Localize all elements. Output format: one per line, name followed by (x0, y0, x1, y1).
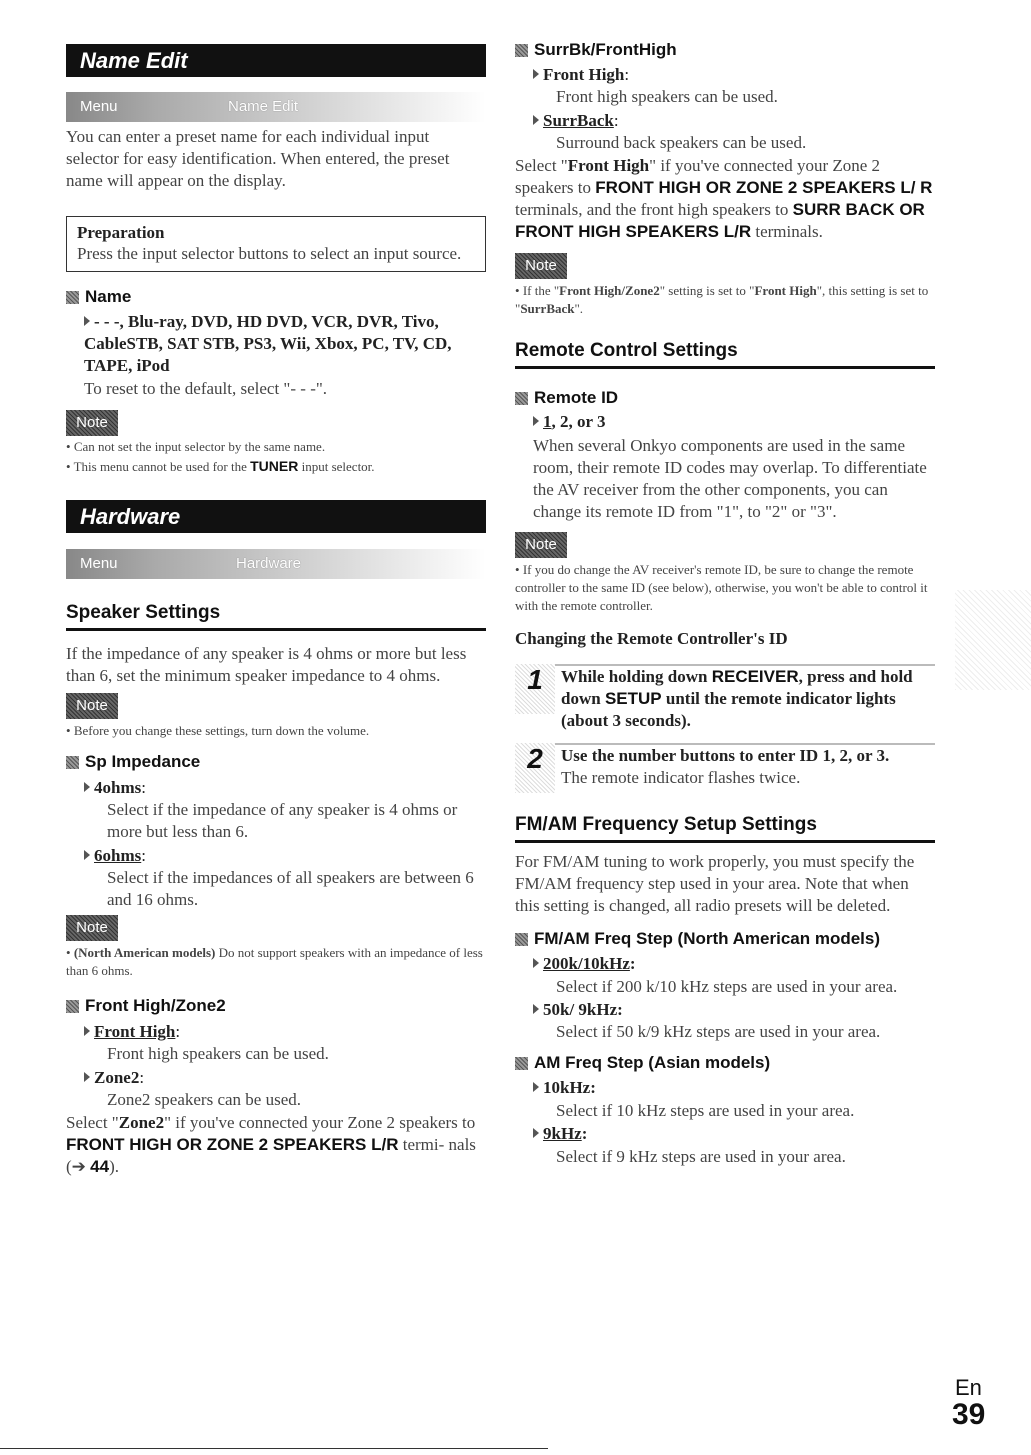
name-note-1: • Can not set the input selector by the same name. (66, 439, 326, 454)
fh-select-text: Select "Zone2" if you've connected your Zone 2 speakers to FRONT HIGH OR ZONE 2 SPEAKERS L/R termi- nals (➔ 44). (66, 1113, 476, 1176)
square-bullet-icon (515, 392, 528, 405)
square-bullet-icon (515, 933, 528, 946)
name-edit-menu-path (66, 92, 486, 122)
menu-path-label: Name Edit (156, 92, 486, 122)
opt-zone2-desc: Zone2 speakers can be used. (107, 1090, 302, 1109)
remote-id-desc: When several Onkyo components are used in the same room, their remote ID codes may overlap. To differentiate the AV receiver from the other components, you can change its remote ID from "1", to "2" or "3". (533, 436, 927, 521)
menu-path-label: Hardware (156, 549, 486, 579)
surr-select-text: Select "Front High" if you've connected your Zone 2 speakers to FRONT HIGH OR ZONE 2 SPEAKERS L/ R terminals, and the front high speakers to SURR BACK OR FRONT HIGH SPEAKERS L/R terminals. (515, 156, 933, 241)
remote-control-heading: Remote Control Settings (515, 340, 935, 369)
speaker-note: • Before you change these settings, turn down the volume. (66, 723, 370, 738)
name-note-2: • This menu cannot be used for the TUNER input selector. (66, 458, 375, 474)
name-reset: To reset to the default, select "- - -". (84, 379, 328, 398)
remote-id-heading: Remote ID (515, 388, 618, 408)
bottom-rule (0, 1448, 548, 1449)
note-badge-1: Note (66, 410, 118, 436)
changing-id-heading: Changing the Remote Controller's ID (515, 629, 788, 648)
square-bullet-icon (66, 1000, 79, 1013)
fmam-as-opt2: 9kHz: (533, 1123, 587, 1145)
step-1 (515, 664, 935, 732)
step-2 (515, 743, 935, 793)
arrow-right-icon (533, 115, 539, 125)
preparation-box (66, 216, 486, 272)
fmam-as-heading: AM Freq Step (Asian models) (515, 1053, 770, 1073)
opt-zone2: Zone2: (84, 1067, 144, 1089)
step-1-number: 1 (515, 664, 555, 714)
opt-6ohms-desc: Select if the impedances of all speakers are between 6 and 16 ohms. (107, 868, 474, 909)
name-edit-title: Name Edit (80, 48, 188, 73)
opt-4ohms-desc: Select if the impedance of any speaker is 4 ohms or more but less than 6. (107, 800, 458, 841)
square-bullet-icon (66, 291, 79, 304)
remote-id-options: 1, 2, or 3 (533, 411, 606, 433)
hardware-title: Hardware (80, 504, 181, 529)
hardware-bar (66, 500, 486, 533)
square-bullet-icon (515, 44, 528, 57)
opt-6ohms: 6ohms: (84, 845, 146, 867)
fmam-intro: For FM/AM tuning to work properly, you must specify the FM/AM frequency step used in your area. Note that when this setting is changed, all radio presets will be deleted. (515, 852, 915, 915)
opt-front-high-desc: Front high speakers can be used. (107, 1044, 329, 1063)
step-1-text: While holding down RECEIVER, press and hold down SETUP until the remote indicator lights (about 3 seconds). (561, 667, 913, 730)
name-options: - - -, Blu-ray, DVD, HD DVD, VCR, DVR, Tivo, CableSTB, SAT STB, PS3, Wii, Xbox, PC, TV, CD, TAPE, iPod (84, 312, 452, 375)
fmam-as-opt1: 10kHz: (533, 1077, 596, 1099)
footer-lang: En (955, 1375, 982, 1400)
arrow-right-icon (84, 1026, 90, 1036)
arrow-right-icon (533, 416, 539, 426)
menu-label: Menu (66, 549, 156, 579)
front-high-zone2-heading: Front High/Zone2 (66, 996, 226, 1016)
opt-front-high: Front High: (84, 1021, 180, 1043)
fmam-na-opt2: 50k/ 9kHz: (533, 999, 623, 1021)
speaker-settings-heading: Speaker Settings (66, 602, 486, 631)
fmam-na-opt1: 200k/10kHz: (533, 953, 636, 975)
speaker-intro: If the impedance of any speaker is 4 ohms or more but less than 6, set the minimum speaker impedance to 4 ohms. (66, 644, 467, 685)
surr-note: • If the "Front High/Zone2" setting is set to "Front High", this setting is set to "SurrBack". (515, 283, 929, 316)
note-badge-2: Note (66, 693, 118, 719)
step-2-title: Use the number buttons to enter ID 1, 2, or 3. (561, 746, 890, 765)
arrow-right-icon (84, 782, 90, 792)
surr-opt-front-high-desc: Front high speakers can be used. (556, 87, 778, 106)
arrow-right-icon (84, 316, 90, 326)
arrow-right-icon (533, 1004, 539, 1014)
fmam-na-opt2-desc: Select if 50 k/9 kHz steps are used in your area. (556, 1022, 881, 1041)
step-2-number: 2 (515, 743, 555, 793)
fmam-heading: FM/AM Frequency Setup Settings (515, 814, 935, 843)
surr-opt-front-high: Front High: (533, 64, 629, 86)
fmam-na-heading: FM/AM Freq Step (North American models) (515, 929, 880, 949)
preparation-title: Preparation (77, 223, 165, 242)
hardware-menu-path (66, 549, 486, 579)
fmam-na-opt1-desc: Select if 200 k/10 kHz steps are used in your area. (556, 977, 898, 996)
name-edit-intro: You can enter a preset name for each individual input selector for easy identification. When entered, the preset name will appear on the display. (66, 127, 450, 190)
fmam-as-opt2-desc: Select if 9 kHz steps are used in your area. (556, 1147, 846, 1166)
surr-opt-surrback: SurrBack: (533, 110, 619, 132)
arrow-right-icon (533, 1082, 539, 1092)
name-edit-bar (66, 44, 486, 77)
preparation-text: Press the input selector buttons to select an input source. (77, 244, 462, 263)
menu-label: Menu (66, 92, 156, 122)
remote-note: • If you do change the AV receiver's remote ID, be sure to change the remote controller to the same ID (see below), otherwise, you won't be able to control it with the remote controller. (515, 562, 928, 613)
arrow-right-icon (84, 1072, 90, 1082)
sp-impedance-heading: Sp Impedance (66, 752, 200, 772)
fmam-as-opt1-desc: Select if 10 kHz steps are used in your area. (556, 1101, 855, 1120)
square-bullet-icon (66, 756, 79, 769)
arrow-right-icon (533, 1128, 539, 1138)
surrbk-heading: SurrBk/FrontHigh (515, 40, 677, 60)
surr-opt-surrback-desc: Surround back speakers can be used. (556, 133, 807, 152)
sp-note: • (North American models) Do not support speakers with an impedance of less than 6 ohms. (66, 945, 483, 978)
name-heading: Name (66, 287, 131, 307)
note-badge-3: Note (66, 915, 118, 941)
opt-4ohms: 4ohms: (84, 777, 146, 799)
note-badge-5: Note (515, 532, 567, 558)
arrow-right-icon (84, 850, 90, 860)
arrow-right-icon (533, 958, 539, 968)
square-bullet-icon (515, 1057, 528, 1070)
note-badge-4: Note (515, 253, 567, 279)
arrow-right-icon (533, 69, 539, 79)
side-tab-decoration (955, 590, 1031, 690)
arrow-ref-icon: ➔ (71, 1157, 86, 1176)
footer-page-number: 39 (952, 1398, 986, 1431)
step-2-desc: The remote indicator flashes twice. (561, 768, 801, 787)
